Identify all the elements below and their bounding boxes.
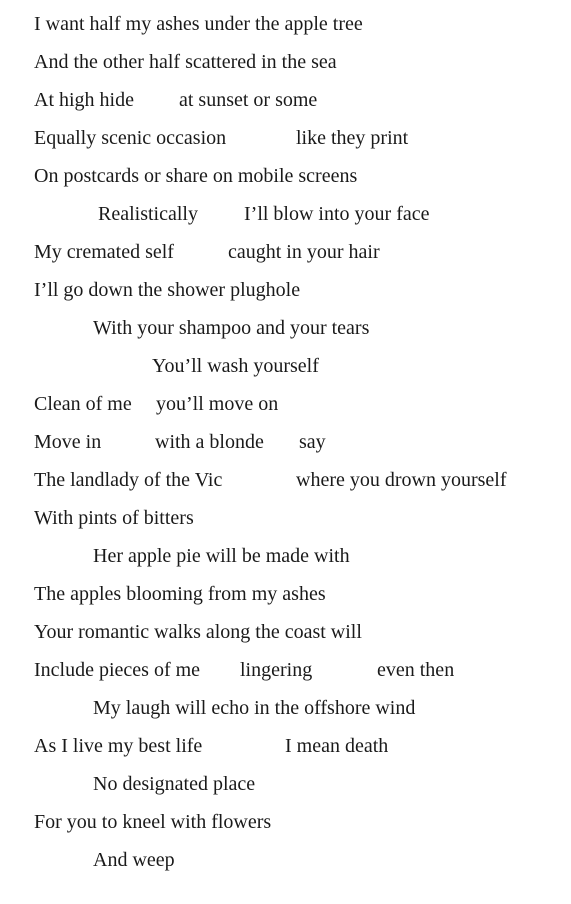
- poem-text: Realistically: [98, 203, 198, 225]
- poem-text: even then: [377, 659, 455, 681]
- poem-line: [0, 202, 571, 240]
- poem-text: with a blonde: [155, 431, 264, 453]
- poem-line: [0, 506, 571, 544]
- poem-line: [0, 278, 571, 316]
- poem-line: [0, 50, 571, 88]
- poem-text: You’ll wash yourself: [152, 355, 319, 377]
- poem-line: [0, 316, 571, 354]
- poem-text: Her apple pie will be made with: [93, 545, 350, 567]
- poem-line: [0, 468, 571, 506]
- poem-text: The landlady of the Vic: [34, 469, 223, 491]
- poem-line: [0, 658, 571, 696]
- poem-text: where you drown yourself: [296, 469, 507, 491]
- poem-text: On postcards or share on mobile screens: [34, 165, 358, 187]
- poem-line: [0, 582, 571, 620]
- poem-text: Include pieces of me: [34, 659, 201, 681]
- poem-text: say: [299, 431, 326, 453]
- poem-text: For you to kneel with flowers: [34, 811, 272, 833]
- poem-text: Your romantic walks along the coast will: [34, 621, 362, 643]
- poem-line: [0, 544, 571, 582]
- poem-line: [0, 620, 571, 658]
- poem-text: like they print: [296, 127, 409, 149]
- poem-text: I’ll blow into your face: [244, 203, 430, 225]
- poem-text: At high hide: [34, 89, 134, 111]
- poem-text: lingering: [240, 659, 313, 681]
- poem-text: With your shampoo and your tears: [93, 317, 370, 339]
- poem-line: [0, 810, 571, 848]
- poem-text: And weep: [93, 849, 175, 871]
- poem-text: My cremated self: [34, 241, 174, 263]
- poem-line: [0, 848, 571, 886]
- poem-text: No designated place: [93, 773, 256, 795]
- poem-text: As I live my best life: [34, 735, 203, 757]
- poem-text: at sunset or some: [179, 89, 318, 111]
- poem-text: I want half my ashes under the apple tree: [34, 13, 363, 35]
- poem-text: you’ll move on: [156, 393, 279, 415]
- poem-text: And the other half scattered in the sea: [34, 51, 337, 73]
- poem-line: [0, 772, 571, 810]
- poem-text: I mean death: [285, 735, 389, 757]
- poem-text: I’ll go down the shower plughole: [34, 279, 301, 301]
- poem-text: With pints of bitters: [34, 507, 194, 529]
- poem-line: [0, 696, 571, 734]
- poem-text: My laugh will echo in the offshore wind: [93, 697, 416, 719]
- poem-line: [0, 430, 571, 468]
- poem-line: [0, 392, 571, 430]
- poem-text: The apples blooming from my ashes: [34, 583, 326, 605]
- poem-text: Clean of me: [34, 393, 132, 415]
- poem-text: Equally scenic occasion: [34, 127, 227, 149]
- poem-text: caught in your hair: [228, 241, 380, 263]
- poem-line: [0, 164, 571, 202]
- poem-line: [0, 88, 571, 126]
- poem-line: [0, 126, 571, 164]
- poem-text: Move in: [34, 431, 102, 453]
- poem-line: [0, 12, 571, 50]
- poem-line: [0, 240, 571, 278]
- poem-line: [0, 734, 571, 772]
- poem-line: [0, 354, 571, 392]
